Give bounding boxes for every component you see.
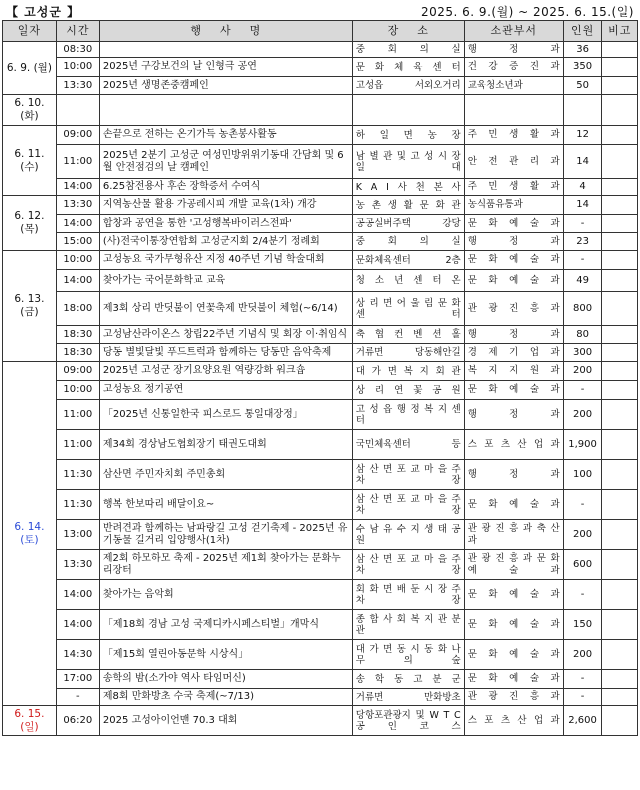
place-cell: 농 촌 생 활 문 화 관	[352, 196, 464, 215]
time-cell: 14:30	[56, 640, 99, 670]
place-cell: 대 가 면 복 지 회 관	[352, 362, 464, 381]
schedule-table	[2, 20, 638, 736]
people-cell: 600	[563, 550, 602, 580]
place-cell: 삼 산 면 포 교 마 을 주 차 장	[352, 550, 464, 580]
table-row	[3, 251, 638, 270]
event-name-cell: 송학의 밤(소가야 역사 타임머신)	[99, 670, 352, 689]
event-name-cell: 찾아가는 국어문화학교 교육	[99, 270, 352, 292]
event-name-cell: 삼산면 주민자치회 주민총회	[99, 460, 352, 490]
time-cell: 11:00	[56, 400, 99, 430]
time-cell: 10:00	[56, 58, 99, 77]
time-cell: 13:30	[56, 77, 99, 95]
dept-cell: 행 정 과	[464, 233, 563, 251]
dept-cell: 문 화 예 술 과	[464, 270, 563, 292]
table-row	[3, 179, 638, 196]
dept-cell: 주 민 생 활 과	[464, 126, 563, 145]
note-cell	[602, 580, 638, 610]
place-cell	[352, 95, 464, 126]
event-name-cell: 손끝으로 전하는 온기가득 농촌봉사활동	[99, 126, 352, 145]
time-cell: 14:00	[56, 270, 99, 292]
note-cell	[602, 270, 638, 292]
time-cell: 11:00	[56, 430, 99, 460]
event-name-cell	[99, 95, 352, 126]
note-cell	[602, 215, 638, 233]
event-name-cell: 제2회 하모하모 축제 - 2025년 제1회 찾아가는 문화누리장터	[99, 550, 352, 580]
people-cell	[563, 95, 602, 126]
event-name-cell: 「제15회 열린아동문학 시상식」	[99, 640, 352, 670]
dept-cell: 행 정 과	[464, 460, 563, 490]
col-note: 비고	[602, 21, 638, 42]
date-cell: 6. 9. (월)	[3, 42, 57, 95]
time-cell: 10:00	[56, 381, 99, 400]
people-cell: 200	[563, 400, 602, 430]
dept-cell: 문 화 예 술 과	[464, 381, 563, 400]
time-cell: 18:30	[56, 326, 99, 344]
note-cell	[602, 430, 638, 460]
table-row	[3, 490, 638, 520]
note-cell	[602, 400, 638, 430]
time-cell: 18:00	[56, 292, 99, 326]
event-name-cell: 찾아가는 음악회	[99, 580, 352, 610]
table-row	[3, 640, 638, 670]
dept-cell: 행 정 과	[464, 326, 563, 344]
time-cell: 11:30	[56, 490, 99, 520]
event-name-cell: 고성남산라이온스 창립22주년 기념식 및 회장 이·취임식	[99, 326, 352, 344]
event-name-cell: 2025년 구강보건의 날 인형극 공연	[99, 58, 352, 77]
table-row	[3, 326, 638, 344]
place-cell: 상 리 연 꽃 공 원	[352, 381, 464, 400]
note-cell	[602, 640, 638, 670]
place-cell: 청 소 년 센 터 온	[352, 270, 464, 292]
people-cell: 23	[563, 233, 602, 251]
table-row	[3, 145, 638, 179]
dept-cell: 복 지 지 원 과	[464, 362, 563, 381]
people-cell: 1,900	[563, 430, 602, 460]
place-cell: 상 리 면 어 울 림 문 화 센 터	[352, 292, 464, 326]
note-cell	[602, 689, 638, 706]
dept-cell: 문 화 예 술 과	[464, 490, 563, 520]
time-cell: 14:00	[56, 610, 99, 640]
dept-cell: 행 정 과	[464, 400, 563, 430]
col-date: 일자	[3, 21, 57, 42]
time-cell: 09:00	[56, 362, 99, 381]
time-cell: 11:00	[56, 145, 99, 179]
table-row	[3, 270, 638, 292]
place-cell: 고 성 읍 행 정 복 지 센 터	[352, 400, 464, 430]
people-cell: 49	[563, 270, 602, 292]
people-cell: 14	[563, 145, 602, 179]
dept-cell: 문 화 예 술 과	[464, 670, 563, 689]
people-cell: -	[563, 490, 602, 520]
time-cell: 18:30	[56, 344, 99, 362]
place-cell: 축 협 컨 벤 션 홀	[352, 326, 464, 344]
dept-cell: 문 화 예 술 과	[464, 640, 563, 670]
col-people: 인원	[563, 21, 602, 42]
col-event: 행 사 명	[99, 21, 352, 42]
dept-cell: 문 화 예 술 과	[464, 215, 563, 233]
people-cell: 80	[563, 326, 602, 344]
place-cell: 문화체육센터 2층	[352, 251, 464, 270]
place-cell: 당항포관광지 및 W T C 공 인 코 스	[352, 706, 464, 736]
people-cell: 350	[563, 58, 602, 77]
event-name-cell: 2025년 생명존중캠페인	[99, 77, 352, 95]
note-cell	[602, 326, 638, 344]
event-name-cell: 합창과 공연을 통한 '고성행복바이러스전파'	[99, 215, 352, 233]
note-cell	[602, 126, 638, 145]
table-row	[3, 520, 638, 550]
event-name-cell: 고성농요 국가무형유산 지정 40주년 기념 학술대회	[99, 251, 352, 270]
place-cell: 국민체육센터 등	[352, 430, 464, 460]
table-row	[3, 196, 638, 215]
people-cell: 200	[563, 640, 602, 670]
time-cell: 14:00	[56, 215, 99, 233]
people-cell: -	[563, 689, 602, 706]
dept-cell: 문 화 예 술 과	[464, 580, 563, 610]
place-cell: 대 가 면 동 시 동 화 나 무 의 숲	[352, 640, 464, 670]
table-row	[3, 580, 638, 610]
people-cell: 4	[563, 179, 602, 196]
table-row	[3, 233, 638, 251]
note-cell	[602, 95, 638, 126]
event-name-cell: 행복 한보따리 배달이요~	[99, 490, 352, 520]
time-cell: 08:30	[56, 42, 99, 58]
note-cell	[602, 145, 638, 179]
place-cell: 공공실버주택 강당	[352, 215, 464, 233]
note-cell	[602, 42, 638, 58]
table-row	[3, 42, 638, 58]
place-cell: 회 화 면 배 둔 시 장 주 차 장	[352, 580, 464, 610]
table-row	[3, 77, 638, 95]
dept-cell: 문 화 예 술 과	[464, 610, 563, 640]
note-cell	[602, 670, 638, 689]
table-row	[3, 344, 638, 362]
people-cell: 100	[563, 460, 602, 490]
col-dept: 소관부서	[464, 21, 563, 42]
region-title: 【 고성군 】	[6, 5, 81, 19]
place-cell: 삼 산 면 포 교 마 을 주 차 장	[352, 490, 464, 520]
note-cell	[602, 490, 638, 520]
event-name-cell: 「제18회 경남 고성 국제디카시페스티벌」개막식	[99, 610, 352, 640]
time-cell: 15:00	[56, 233, 99, 251]
place-cell: 중 회 의 실	[352, 42, 464, 58]
table-row	[3, 95, 638, 126]
event-name-cell: 당동 별빛달빛 푸드트럭과 함께하는 당동만 음악축제	[99, 344, 352, 362]
dept-cell: 관 광 진 흥 과	[464, 292, 563, 326]
event-name-cell: 「2025년 신통일한국 피스로드 통일대장정」	[99, 400, 352, 430]
table-row	[3, 670, 638, 689]
people-cell: -	[563, 251, 602, 270]
dept-cell: 관 광 진 흥 과 축 산 과	[464, 520, 563, 550]
place-cell: 하 일 면 농 장	[352, 126, 464, 145]
time-cell: 11:30	[56, 460, 99, 490]
note-cell	[602, 344, 638, 362]
date-cell: 6. 10. (화)	[3, 95, 57, 126]
time-cell: 14:00	[56, 580, 99, 610]
table-header-row	[3, 21, 638, 42]
note-cell	[602, 520, 638, 550]
event-name-cell: 제34회 경상남도협회장기 태권도대회	[99, 430, 352, 460]
people-cell: -	[563, 670, 602, 689]
col-time: 시간	[56, 21, 99, 42]
dept-cell	[464, 95, 563, 126]
dept-cell: 스 포 츠 산 업 과	[464, 706, 563, 736]
place-cell: 종 합 사 회 복 지 관 분 관	[352, 610, 464, 640]
event-name-cell: 2025 고성아이언맨 70.3 대회	[99, 706, 352, 736]
table-row	[3, 126, 638, 145]
dept-cell: 관 광 진 흥 과	[464, 689, 563, 706]
people-cell: 50	[563, 77, 602, 95]
table-row	[3, 689, 638, 706]
event-name-cell: 2025년 2분기 고성군 여성민방위위기동대 간담회 및 6월 안전점검의 날 캠페인	[99, 145, 352, 179]
time-cell: 13:00	[56, 520, 99, 550]
schedule-period: 2025. 6. 9.(월) ~ 2025. 6. 15.(일)	[421, 5, 634, 19]
note-cell	[602, 706, 638, 736]
event-name-cell: 2025년 고성군 장기요양요원 역량강화 워크숍	[99, 362, 352, 381]
dept-cell: 스 포 츠 산 업 과	[464, 430, 563, 460]
note-cell	[602, 610, 638, 640]
place-cell: 송 학 동 고 분 군	[352, 670, 464, 689]
table-row	[3, 430, 638, 460]
dept-cell: 건 강 증 진 과	[464, 58, 563, 77]
place-cell: 수 남 유 수 지 생 태 공 원	[352, 520, 464, 550]
date-cell: 6. 11. (수)	[3, 126, 57, 196]
table-row	[3, 550, 638, 580]
people-cell: 14	[563, 196, 602, 215]
note-cell	[602, 362, 638, 381]
table-row	[3, 58, 638, 77]
table-row	[3, 381, 638, 400]
people-cell: 200	[563, 520, 602, 550]
place-cell: 고성읍 서외오거리	[352, 77, 464, 95]
time-cell	[56, 95, 99, 126]
event-name-cell: 제8회 만화방초 수국 축제(~7/13)	[99, 689, 352, 706]
time-cell: 13:30	[56, 196, 99, 215]
people-cell: 200	[563, 362, 602, 381]
event-name-cell: 지역농산물 활용 가공레시피 개발 교육(1차) 개강	[99, 196, 352, 215]
time-cell: 17:00	[56, 670, 99, 689]
table-row	[3, 362, 638, 381]
time-cell: 09:00	[56, 126, 99, 145]
people-cell: -	[563, 580, 602, 610]
people-cell: 800	[563, 292, 602, 326]
table-row	[3, 292, 638, 326]
event-name-cell: 고성농요 정기공연	[99, 381, 352, 400]
note-cell	[602, 58, 638, 77]
date-cell: 6. 15. (일)	[3, 706, 57, 736]
time-cell: 13:30	[56, 550, 99, 580]
place-cell: 거류면 당동해안길	[352, 344, 464, 362]
note-cell	[602, 179, 638, 196]
dept-cell: 농식품유통과	[464, 196, 563, 215]
place-cell: 문 화 체 육 센 터	[352, 58, 464, 77]
note-cell	[602, 196, 638, 215]
people-cell: 150	[563, 610, 602, 640]
event-name-cell	[99, 42, 352, 58]
table-row	[3, 610, 638, 640]
dept-cell: 교육청소년과	[464, 77, 563, 95]
table-row	[3, 400, 638, 430]
date-cell: 6. 13. (금)	[3, 251, 57, 362]
time-cell: 06:20	[56, 706, 99, 736]
page-header	[0, 0, 640, 20]
event-name-cell: 반려견과 함께하는 남파랑길 고성 걷기축제 - 2025년 유기동물 길거리 입양행사(1차)	[99, 520, 352, 550]
note-cell	[602, 292, 638, 326]
note-cell	[602, 550, 638, 580]
dept-cell: 문 화 예 술 과	[464, 251, 563, 270]
dept-cell: 주 민 생 활 과	[464, 179, 563, 196]
note-cell	[602, 460, 638, 490]
note-cell	[602, 251, 638, 270]
table-row	[3, 215, 638, 233]
dept-cell: 안 전 관 리 과	[464, 145, 563, 179]
people-cell: 2,600	[563, 706, 602, 736]
place-cell: K A I 사 천 본 사	[352, 179, 464, 196]
table-row	[3, 460, 638, 490]
date-cell: 6. 14. (토)	[3, 362, 57, 706]
dept-cell: 관 광 진 흥 과 문 화 예 술 과	[464, 550, 563, 580]
note-cell	[602, 77, 638, 95]
dept-cell: 경 제 기 업 과	[464, 344, 563, 362]
people-cell: -	[563, 215, 602, 233]
place-cell: 남 별 관 및 고 성 시 장 일 대	[352, 145, 464, 179]
people-cell: 36	[563, 42, 602, 58]
event-name-cell: 6.25참전용사 후손 장학증서 수여식	[99, 179, 352, 196]
event-name-cell: 제3회 상리 반딧불이 연꽃축제 반딧불이 체험(~6/14)	[99, 292, 352, 326]
date-cell: 6. 12. (목)	[3, 196, 57, 251]
time-cell: -	[56, 689, 99, 706]
place-cell: 거류면 만화방초	[352, 689, 464, 706]
event-name-cell: (사)전국이통장연합회 고성군지회 2/4분기 정례회	[99, 233, 352, 251]
people-cell: -	[563, 381, 602, 400]
place-cell: 중 회 의 실	[352, 233, 464, 251]
note-cell	[602, 381, 638, 400]
time-cell: 10:00	[56, 251, 99, 270]
place-cell: 삼 산 면 포 교 마 을 주 차 장	[352, 460, 464, 490]
col-place: 장 소	[352, 21, 464, 42]
dept-cell: 행 정 과	[464, 42, 563, 58]
people-cell: 12	[563, 126, 602, 145]
table-row	[3, 706, 638, 736]
note-cell	[602, 233, 638, 251]
time-cell: 14:00	[56, 179, 99, 196]
people-cell: 300	[563, 344, 602, 362]
